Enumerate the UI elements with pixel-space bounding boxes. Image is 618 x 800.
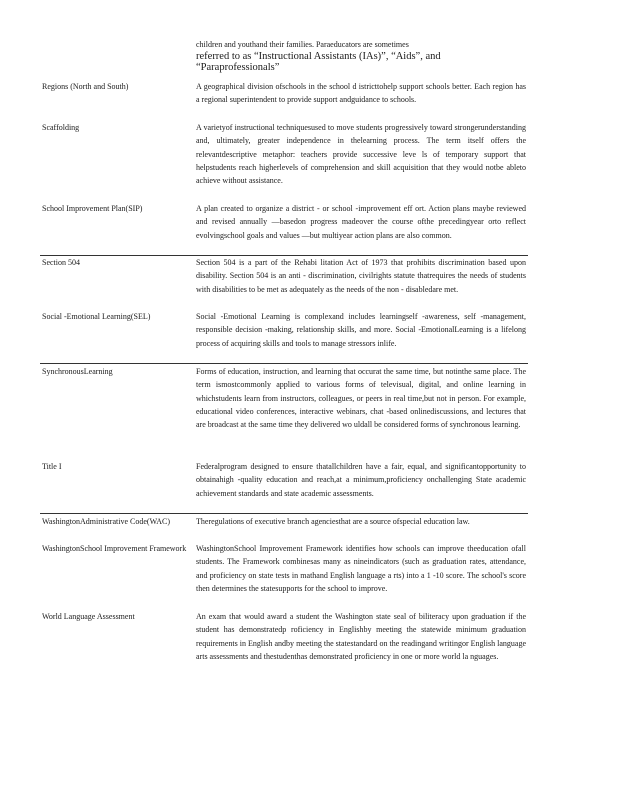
intro-line-2: referred to as “Instructional Assistants (IAs)”, “Aids”, and <box>196 51 441 62</box>
definition-section-504: Section 504 is a part of the Rehabi litation Act of 1973 that prohibits discrimination based upon disability. Section 504 is an anti - discrimination, civilrights statute thatrequires the needs of students with disabilities to be met as adequately as the needs of the non - disabledare met. <box>196 258 526 294</box>
definition-school-improvement-plan: A plan created to organize a district - or school -improvement eff ort. Action plans maybe reviewed and revised annually —basedon progress madeover the course ofthe precedingyear orto reflect evolvingschool goals and values —but multiyear action plans are also common. <box>196 204 526 240</box>
definition-world-language-assessment: An exam that would award a student the Washington state seal of biliteracy upon graduation if the student has demonstratedp roficiency in Englishby meeting the statewide minimum graduation requirements in English andby meeting the statestandard on the readingand writingor English language arts assessments and thestudenthas demonstrated proficiency in one or more world la nguages. <box>196 612 526 661</box>
paraeducator-definition-continuation <box>196 38 526 73</box>
definition-washington-administrative-code: Theregulations of executive branch agenciesthat are a source ofspecial education law. <box>196 517 470 526</box>
term-title-i: Title I <box>42 462 62 471</box>
term-social-emotional-learning: Social -Emotional Learning(SEL) <box>42 312 151 321</box>
definition-synchronous-learning: Forms of education, instruction, and learning that occurat the same time, but notinthe same place. The term ismostcommonly applied to various forms of televisual, digital, and online learning in whichstudents learn from instructors, colleagues, or peers in real time,but not in person. For example, educational video conferences, interactive webinars, chat -based onlinediscussions, and lectures that are broadcast at the same time they delivered wo uldall be considered forms of synchronous learning. <box>196 367 526 430</box>
section-divider <box>40 513 528 514</box>
term-synchronous-learning: SynchronousLearning <box>42 367 113 376</box>
term-regions: Regions (North and South) <box>42 82 129 91</box>
intro-line-1: children and youthand their families. Paraeducators are sometimes <box>196 40 409 49</box>
intro-line-3: “Paraprofessionals” <box>196 62 280 73</box>
term-section-504: Section 504 <box>42 258 80 267</box>
definition-social-emotional-learning: Social -Emotional Learning is complexand includes learningself -awareness, self -management, responsible decision -making, relationship skills, and more. Social -EmotionalLearning is a lifelong process of acquiring skills and tools to manage stressors inlife. <box>196 312 526 348</box>
term-washington-administrative-code: WashingtonAdministrative Code(WAC) <box>42 517 171 526</box>
section-divider <box>40 363 528 364</box>
definition-washington-school-improvement-framework: WashingtonSchool Improvement Framework identifies how schools can improve theeducation ofall students. The Framework combinesas many as nineindicators (such as graduation rates, attendance, and proficiency on state tests in mathand English language a rts) into a 1 -10 score. The school's score then determines the statesupports for the school to improve. <box>196 544 526 593</box>
term-scaffolding: Scaffolding <box>42 123 80 132</box>
term-world-language-assessment: World Language Assessment <box>42 612 135 621</box>
definition-title-i: Federalprogram designed to ensure thatallchildren have a fair, equal, and significantopportunity to obtainahigh -quality education and reach,at a minimum,proficiency onchallenging State academic achievement standards and state academic assessments. <box>196 462 526 498</box>
definition-regions: A geographical division ofschools in the school d istricttohelp support schools better. Each region has a regional superintendent to provide support andguidance to schools. <box>196 82 526 105</box>
definition-scaffolding: A varietyof instructional techniquesused to move students progressively toward strongerunderstanding and, ultimately, greater independence in thelearning process. The term itself offers the relevantdescriptive metaphor: teachers provide successive leve ls of temporary support that helpstudents reach higherlevels of comprehension and skill acquisition that they would notbe ableto achieve without assistance. <box>196 123 526 186</box>
term-washington-school-improvement-framework: WashingtonSchool Improvement Framework <box>42 544 187 553</box>
term-school-improvement-plan: School Improvement Plan(SIP) <box>42 204 143 213</box>
